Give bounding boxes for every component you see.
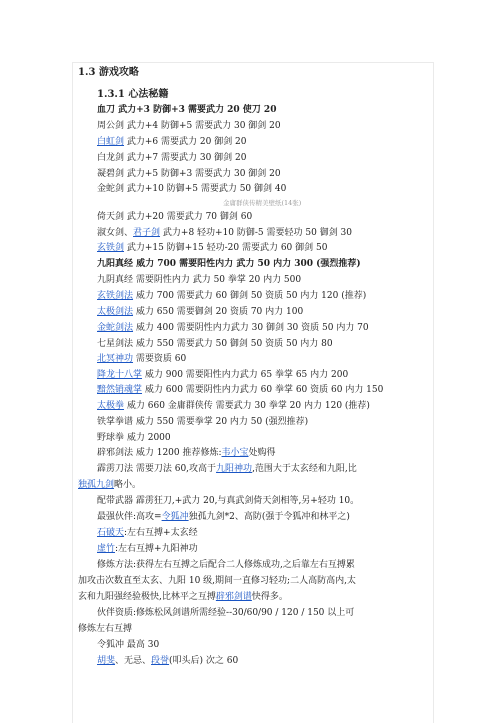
subsection-title: 心法秘籍 xyxy=(128,89,169,100)
link-hu-fei[interactable]: 胡斐 xyxy=(97,656,116,666)
section-title: 游戏攻略 xyxy=(98,67,139,78)
line-golden-snake-sword: 金蛇剑 武力+10 防御+5 需要武力 50 御剑 40 xyxy=(97,184,287,194)
link-xu-zhu[interactable]: 虚竹 xyxy=(97,544,116,554)
line-training-3: 玄和九阳强经验极快,比林平之互搏辟邪剑谱快得多。 xyxy=(78,592,288,602)
line-seven-star-swordplay: 七星剑法 威力 550 需要武力 50 御剑 50 资质 50 内力 80 xyxy=(97,339,333,349)
line-dugu: 独孤九剑略小。 xyxy=(78,480,142,490)
wallpaper-caption[interactable]: 金庸群侠传精美壁纸(14张) xyxy=(223,199,302,207)
line-lady-sword: 淑女剑、君子剑 武力+8 轻功+10 防御-5 需要轻功 50 御剑 30 xyxy=(97,228,353,238)
link-shi-potian[interactable]: 石破天 xyxy=(97,528,125,538)
line-jiuyin-zhenjing: 九阴真经 需要阴性内力 武力 50 拳掌 20 内力 500 xyxy=(97,275,302,285)
link-dugu-nine-swords[interactable]: 独孤九剑 xyxy=(78,480,115,490)
section-number: 1.3 xyxy=(78,67,96,78)
line-best-partner: 最强伙伴:高攻=令狐冲独孤九剑*2、高防(强于令狐冲和林平之) xyxy=(97,512,350,522)
section-heading xyxy=(78,66,139,79)
subsection-number: 1.3.1 xyxy=(97,89,125,100)
line-golden-snake-swordplay: 金蛇剑法 威力 400 需要阴性内力武力 30 御剑 30 资质 50 内力 70 xyxy=(97,323,369,333)
line-jiuyang-zhenjing: 九阳真经 威力 700 需要阳性内力 武力 50 内力 300 (强烈推荐) xyxy=(97,259,361,269)
link-taiji-fist[interactable]: 太极拳 xyxy=(97,401,125,411)
line-training-1: 修炼方法:获得左右互搏之后配合二人修炼成功,之后靠左右互搏累 xyxy=(97,560,355,570)
link-bixie-manual[interactable]: 辟邪剑谱 xyxy=(215,592,252,602)
line-bailong-sword: 白龙剑 武力+7 需要武力 30 御剑 20 xyxy=(97,153,247,163)
line-wild-fist: 野球拳 威力 2000 xyxy=(97,433,171,443)
line-anran: 黯然销魂掌 威力 600 需要阴性内力武力 60 拳掌 60 资质 60 内力 150 xyxy=(97,385,384,395)
line-pili-blade: 霹雳刀法 需要刀法 60,攻高于九阳神功,范围大于太玄经和九阳,比 xyxy=(97,464,357,474)
link-anran-palm[interactable]: 黯然销魂掌 xyxy=(97,385,143,395)
line-taiji-swordplay: 太极剑法 威力 650 需要御剑 20 资质 70 内力 100 xyxy=(97,307,304,317)
line-bixie: 辟邪剑法 威力 1200 推荐修炼:韦小宝处购得 xyxy=(97,448,276,458)
line-xuantie-swordplay: 玄铁剑法 威力 700 需要武力 60 御剑 50 资质 50 内力 120 (推荐) xyxy=(97,291,367,301)
line-partner-aptitude: 伙伴资质:修炼松风剑谱所需经验--30/60/90 / 120 / 150 以上可 xyxy=(97,608,355,618)
line-beiming: 北冥神功 需要资质 60 xyxy=(97,354,187,364)
line-baihong: 白虹剑 武力+6 需要武力 20 御剑 20 xyxy=(97,137,247,147)
line-xianglong: 降龙十八掌 威力 900 需要阳性内力武力 65 拳掌 65 内力 200 xyxy=(97,370,349,380)
link-baihong-sword[interactable]: 白虹剑 xyxy=(97,137,125,147)
line-partner-aptitude-cont: 修炼左右互搏 xyxy=(78,624,133,634)
line-shi-potian: 石破天:左右互搏+太玄经 xyxy=(97,528,198,538)
line-yitian-sword: 倚天剑 武力+20 需要武力 70 御剑 60 xyxy=(97,212,253,222)
line-xuantie-sword: 玄铁剑 武力+15 防御+15 轻功-20 需要武力 60 御剑 50 xyxy=(97,243,328,253)
link-xuantie-swordplay[interactable]: 玄铁剑法 xyxy=(97,291,134,301)
line-training-2: 加攻击次数直至太玄、九阳 10 级,期间一直修习轻功;二人高防高内,太 xyxy=(78,576,356,586)
line-blood-blade: 血刀 武力+3 防御+3 需要武力 20 使刀 20 xyxy=(97,105,277,115)
link-wei-xiaobao[interactable]: 韦小宝 xyxy=(221,448,249,458)
line-xu-zhu: 虚竹:左右互搏+九阳神功 xyxy=(97,544,198,554)
link-duan-yu[interactable]: 段誉 xyxy=(151,656,170,666)
link-xuantie-sword[interactable]: 玄铁剑 xyxy=(97,243,125,253)
line-iron-palm: 铁掌拳谱 威力 550 需要拳掌 20 内力 50 (强烈推荐) xyxy=(97,417,309,427)
link-taiji-swordplay[interactable]: 太极剑法 xyxy=(97,307,134,317)
link-linghu-chong[interactable]: 令狐冲 xyxy=(161,512,189,522)
link-xianglong-palm[interactable]: 降龙十八掌 xyxy=(97,370,143,380)
line-equip-weapon: 配带武器 霹雳狂刀,+武力 20,与真武剑倚天剑相等,另+轻功 10。 xyxy=(97,496,360,506)
line-linghu-max: 令狐冲 最高 30 xyxy=(97,640,160,650)
line-ningbi-sword: 凝碧剑 武力+5 防御+3 需要武力 30 御剑 20 xyxy=(97,169,281,179)
link-beiming-shengong[interactable]: 北冥神功 xyxy=(97,354,134,364)
link-jiuyang-shengong[interactable]: 九阳神功 xyxy=(216,464,253,474)
line-zhougong-sword: 周公剑 武力+4 防御+5 需要武力 30 御剑 20 xyxy=(97,121,281,131)
subsection-heading xyxy=(97,88,168,101)
line-taiji-fist: 太极拳 威力 660 金庸群侠传 需要武力 30 拳掌 20 内力 120 (推荐) xyxy=(97,401,370,411)
line-hu-fei: 胡斐、无忌、段誉(叩头后) 次之 60 xyxy=(97,656,239,666)
link-golden-snake-swordplay[interactable]: 金蛇剑法 xyxy=(97,323,134,333)
link-gentleman-sword[interactable]: 君子剑 xyxy=(133,228,161,238)
